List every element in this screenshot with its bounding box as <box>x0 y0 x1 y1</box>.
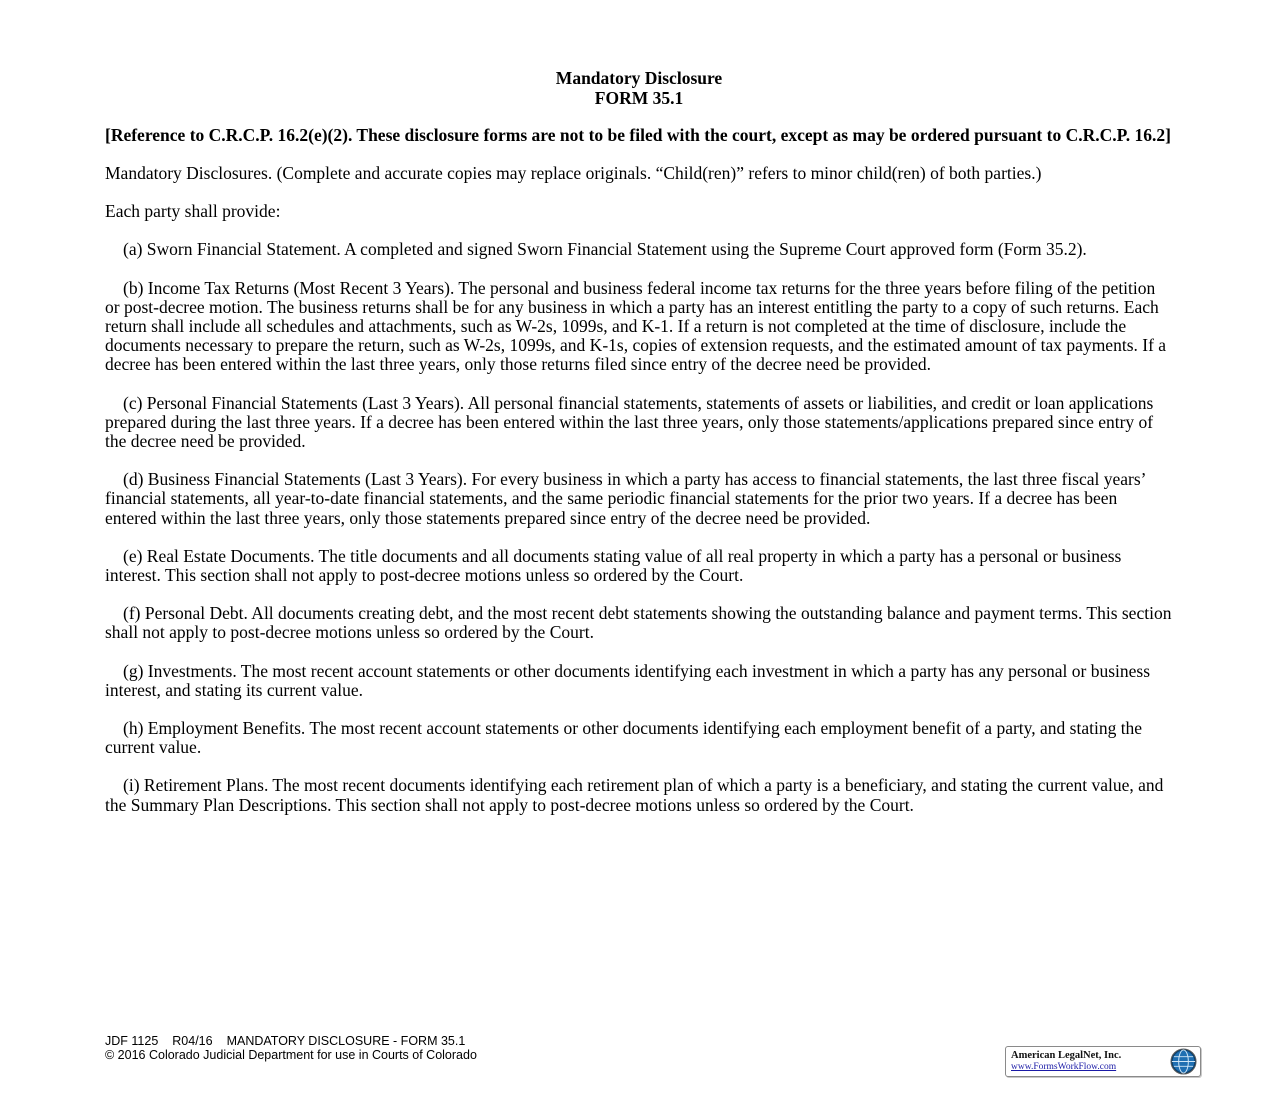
logo-brand: American LegalNet, Inc. <box>1011 1050 1122 1061</box>
disclosure-item-g: (g) Investments. The most recent account statements or other documents identifying each investment in which a party has any personal or business interest, and stating its current value. <box>105 660 1151 700</box>
disclosure-item-f: (f) Personal Debt. All documents creating debt, and the most recent debt statements showing the outstanding balance and payment terms. This section shall not apply to post-decree motions unless so ordered by the Court. <box>105 603 1172 643</box>
footer-copyright: © 2016 Colorado Judicial Department for use in Courts of Colorado <box>105 1048 477 1062</box>
page-footer <box>105 1034 477 1062</box>
legalnet-logo[interactable] <box>1005 1046 1201 1077</box>
logo-url-link[interactable]: www.FormsWorkFlow.com <box>1011 1062 1117 1072</box>
footer-form-code: JDF 1125 <box>105 1034 159 1048</box>
footer-form-name: MANDATORY DISCLOSURE - FORM 35.1 <box>226 1034 466 1048</box>
footer-revision: R04/16 <box>172 1034 213 1048</box>
reference-note: [Reference to C.R.C.P. 16.2(e)(2). These disclosure forms are not to be filed with the court, except as may be ordered pursuant to C.R.C.P. 16.2] <box>105 125 1171 145</box>
disclosure-item-h: (h) Employment Benefits. The most recent account statements or other documents identifying each employment benefit of a party, and stating the current value. <box>105 718 1143 758</box>
disclosure-item-d: (d) Business Financial Statements (Last 3 Years). For every business in which a party has access to financial statements, the last three fiscal years’ financial statements, all year-to-date financial statements, and the same periodic financial statements for the prior two years. If a decree has been entered within the last three years, only those statements prepared since entry of the decree need be provided. <box>105 469 1146 528</box>
document-page <box>105 68 1173 815</box>
disclosure-item-e: (e) Real Estate Documents. The title documents and all documents stating value of all real property in which a party has a personal or business interest. This section shall not apply to post-decree motions unless so ordered by the Court. <box>105 545 1122 586</box>
intro-paragraph: Mandatory Disclosures. (Complete and accurate copies may replace originals. “Child(ren)” refers to minor child(ren) of both parties.) <box>105 163 1042 183</box>
each-party-line: Each party shall provide: <box>105 201 281 222</box>
disclosure-item-i: (i) Retirement Plans. The most recent documents identifying each retirement plan of which a party is a beneficiary, and stating the current value, and the Summary Plan Descriptions. This section shall not apply to post-decree motions unless so ordered by the Court. <box>105 775 1164 815</box>
footer-form-line <box>105 1034 477 1048</box>
disclosure-item-c: (c) Personal Financial Statements (Last 3 Years). All personal financial statements, statements of assets or liabilities, and credit or loan applications prepared during the last three years. If a decree has been entered within the last three years, only those statements/applications prepared since entry of the decree need be provided. <box>105 392 1154 452</box>
form-number: FORM 35.1 <box>594 88 684 108</box>
disclosure-item-b: (b) Income Tax Returns (Most Recent 3 Years). The personal and business federal income tax returns for the three years before filing of the petition or post-decree motion. The business returns shall be for any business in which a party has an interest entitling the party to a copy of such returns. Each return shall include all schedules and attachments, such as W-2s, 1099s, and K-1. If a return is not completed at the time of disclosure, include the documents necessary to prepare the return, such as W-2s, 1099s, and K-1s, copies of extension requests, and the estimated amount of tax payments. If a decree has been entered within the last three years, only those returns filed since entry of the decree need be provided. <box>105 277 1167 375</box>
form-title: Mandatory Disclosure <box>555 68 723 88</box>
document-title <box>105 68 1173 108</box>
disclosure-item-a: (a) Sworn Financial Statement. A completed and signed Sworn Financial Statement using the Supreme Court approved form (Form 35.2). <box>123 239 1087 260</box>
globe-icon <box>1170 1048 1197 1075</box>
